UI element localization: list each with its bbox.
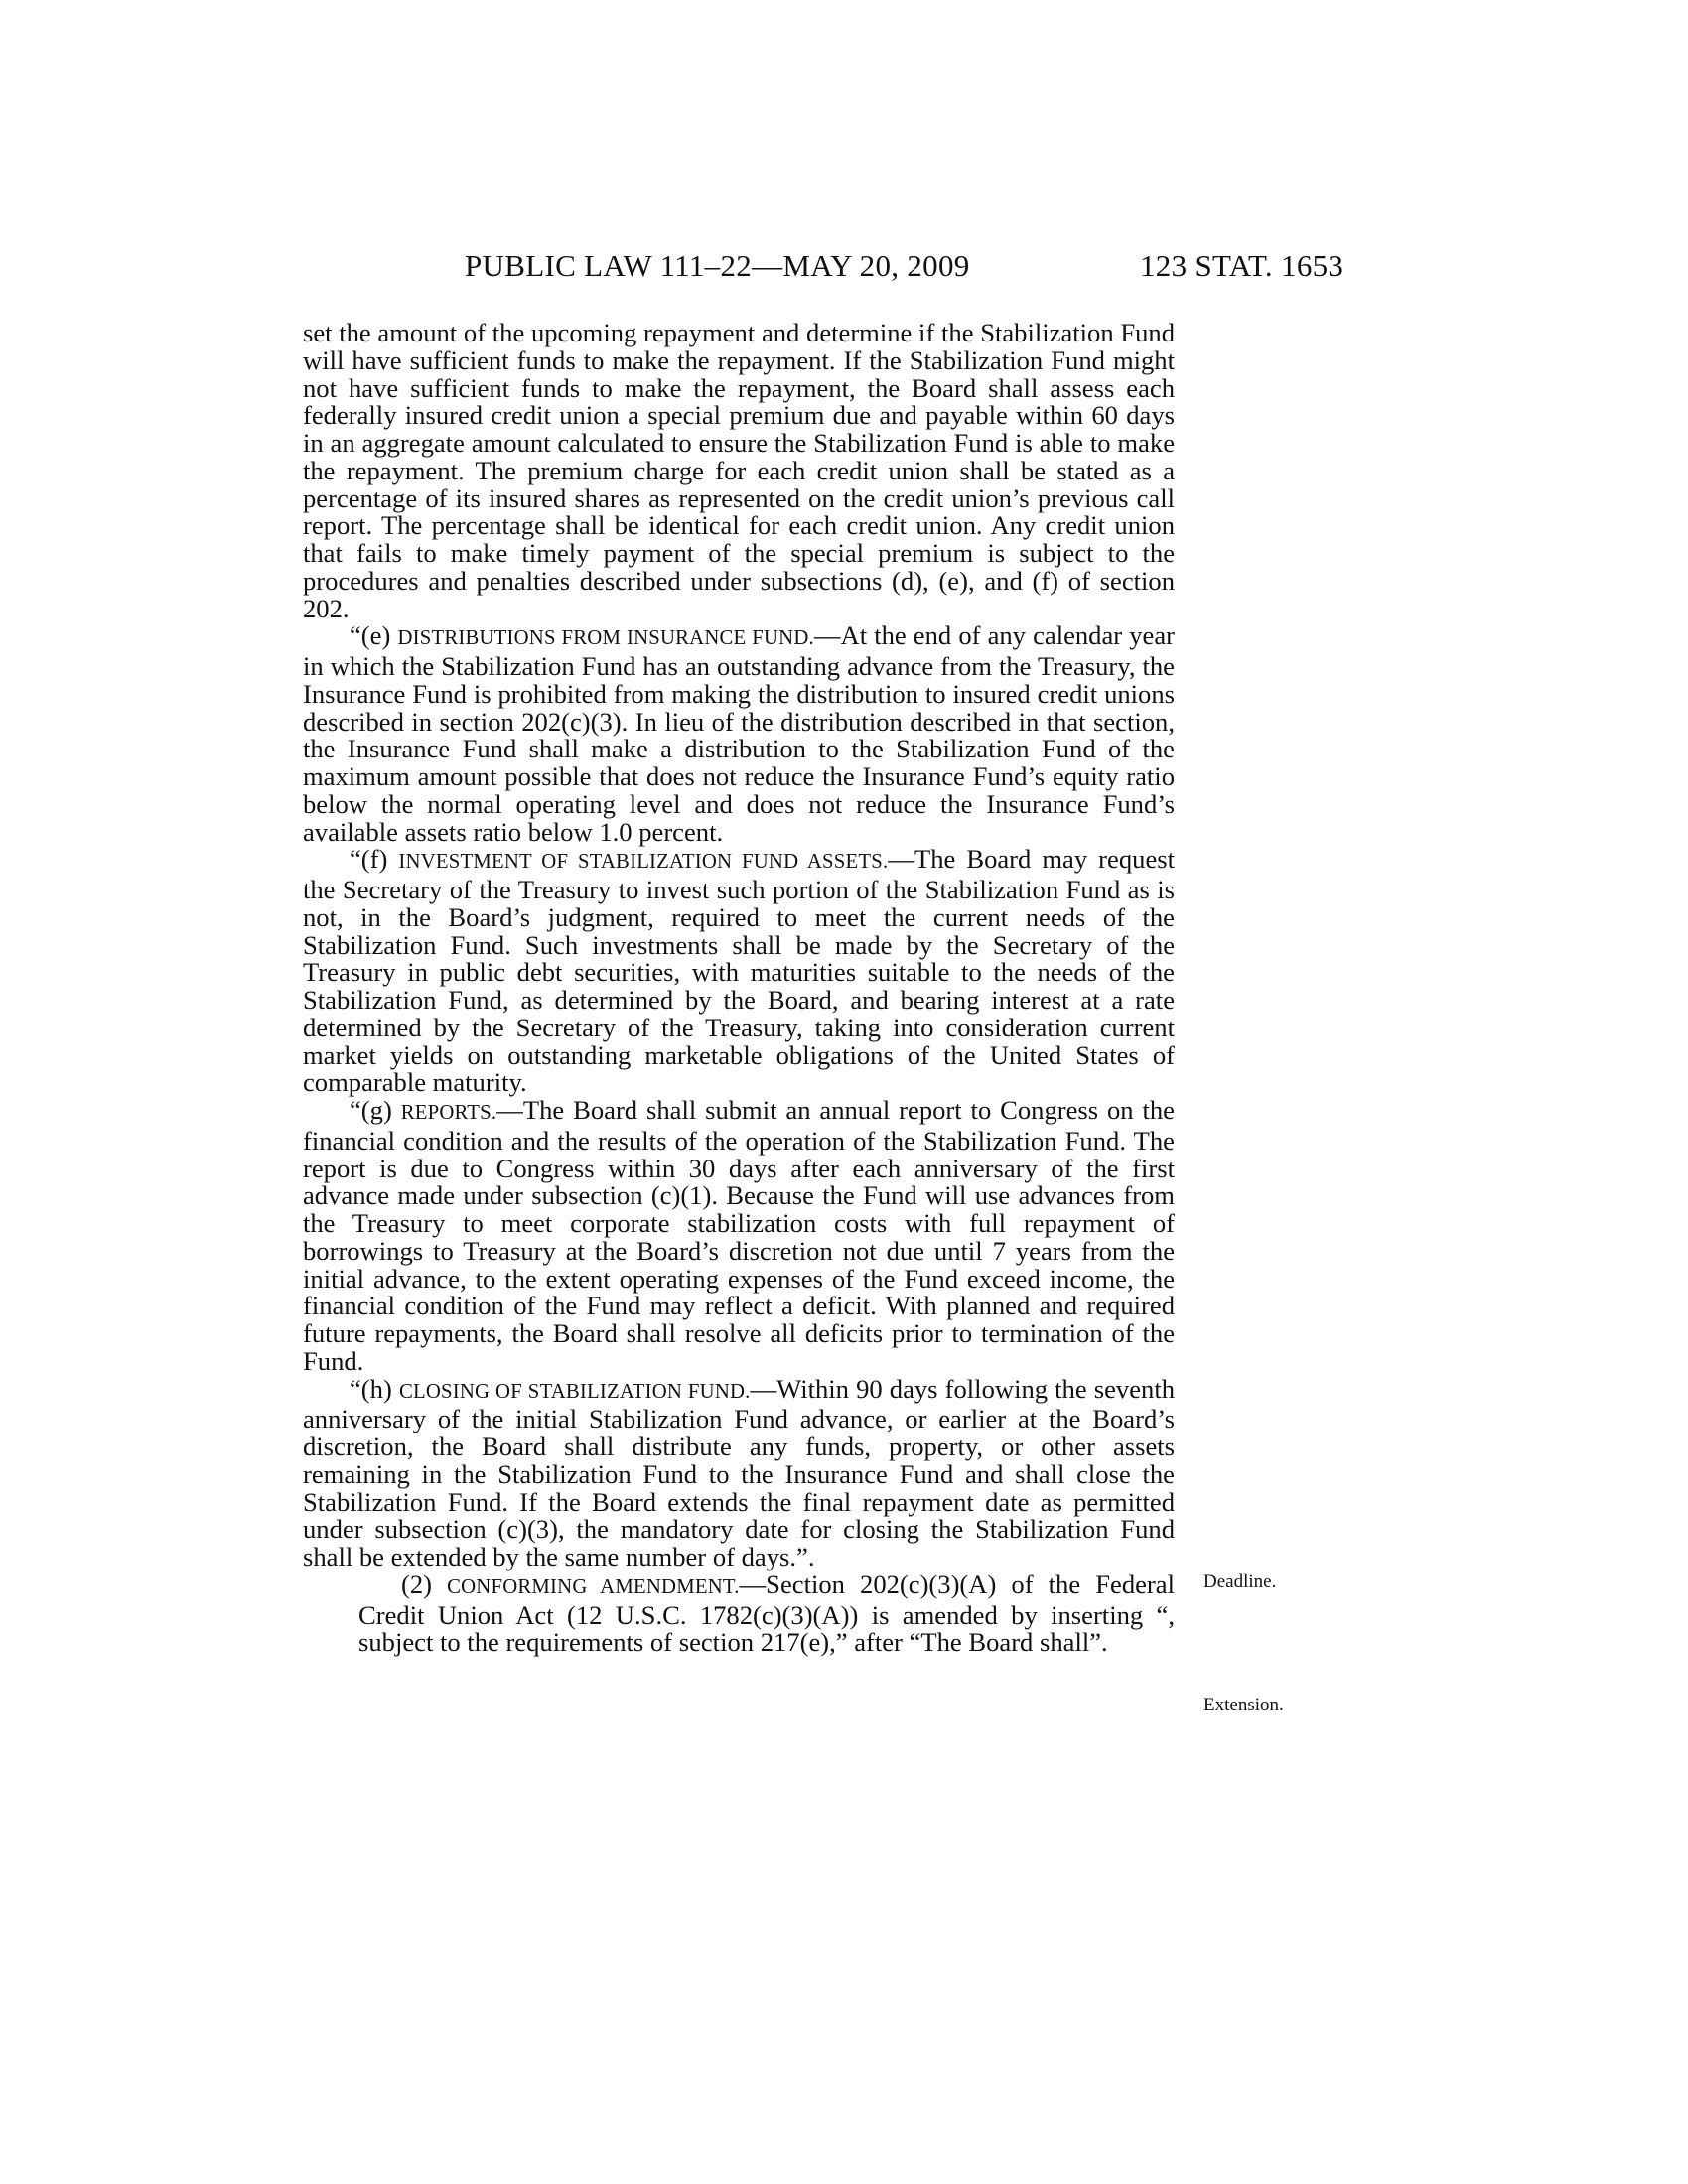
subsection-label: “(g)	[350, 1095, 401, 1125]
paragraph-subsection-e	[303, 622, 1175, 846]
subsection-label: “(f)	[350, 844, 399, 875]
margin-note-deadline: Deadline.	[1203, 1571, 1277, 1592]
paragraph-text: —Section 202(c)(3)(A) of the Federal Credit Union Act (12 U.S.C. 1782(c)(3)(A)) is amended by inserting “, subject to the requirements of section 217(e),” after “The Board shall”.	[358, 1569, 1175, 1658]
paragraph-heading: CONFORMING AMENDMENT.	[447, 1575, 740, 1598]
paragraph-conforming-amendment	[358, 1571, 1175, 1657]
paragraph-subsection-h	[303, 1373, 1175, 1571]
paragraph-subsection-g	[303, 1097, 1175, 1376]
paragraph-label: (2)	[401, 1569, 448, 1599]
paragraph-continuation	[303, 320, 1175, 622]
paragraph-text: —The Board shall submit an annual report to Congress on the financial condition and the results of the operation of the Stabilization Fund. The report is due to Congress within 30 days after each anniversary of the first advance made under subsection (c)(1). Because the Fund will use advances from the Treasury to meet corporate stabilization costs with full repayment of borrowings to Treasury at the Board’s discretion not due until 7 years from the initial advance, to the extent operating expenses of the Fund exceed income, the financial condition of the Fund may reflect a deficit. With planned and required future repayments, the Board shall resolve all deficits prior to termination of the Fund.	[303, 1095, 1175, 1376]
running-head-title: PUBLIC LAW 111–22—MAY 20, 2009	[465, 248, 970, 283]
body-text	[303, 320, 1175, 1657]
subsection-heading: REPORTS.	[400, 1102, 497, 1124]
statute-page-number: 123 STAT. 1653	[1140, 248, 1344, 283]
subsection-heading: DISTRIBUTIONS FROM INSURANCE FUND.	[397, 627, 814, 650]
subsection-label: “(e)	[350, 620, 398, 651]
paragraph-text: set the amount of the upcoming repayment and determine if the Stabilization Fund will have sufficient funds to make the repayment. If the Stabilization Fund might not have sufficient funds to make the repayment, the Board shall assess each federally insured credit union a special premium due and payable within 60 days in an aggregate amount calculated to ensure the Stabilization Fund is able to make the repayment. The premium charge for each credit union shall be stated as a percentage of its insured shares as represented on the credit union’s previous call report. The percentage shall be identical for each credit union. Any credit union that fails to make timely payment of the special premium is subject to the procedures and penalties described under subsections (d), (e), and (f) of section 202.	[303, 318, 1175, 623]
paragraph-text: —The Board may request the Secretary of the Treasury to invest such portion of the Stabilization Fund as is not, in the Board’s judgment, required to meet the current needs of the Stabilization Fund. Such investments shall be made by the Secretary of the Treasury in public debt securities, with maturities suitable to the needs of the Stabilization Fund, as determined by the Board, and bearing interest at a rate determined by the Secretary of the Treasury, taking into consideration current market yields on outstanding marketable obligations of the United States of comparable maturity.	[303, 844, 1175, 1098]
subsection-heading: INVESTMENT OF STABILIZATION FUND ASSETS.	[398, 851, 889, 874]
paragraph-text: —At the end of any calendar year in which the Stabilization Fund has an outstanding advance from the Treasury, the Insurance Fund is prohibited from making the distribution to insured credit unions described in section 202(c)(3). In lieu of the distribution described in that section, the Insurance Fund shall make a distribution to the Stabilization Fund of the maximum amount possible that does not reduce the Insurance Fund’s equity ratio below the normal operating level and does not reduce the Insurance Fund’s available assets ratio below 1.0 percent.	[303, 620, 1176, 847]
subsection-heading: CLOSING OF STABILIZATION FUND.	[398, 1380, 751, 1403]
paragraph-text: —Within 90 days following the seventh anniversary of the initial Stabilization Fund advance, or earlier at the Board’s discretion, the Board shall distribute any funds, property, or other assets remaining in the Stabilization Fund to the Insurance Fund and shall close the Stabilization Fund. If the Board extends the final repayment date as permitted under subsection (c)(3), the mandatory date for closing the Stabilization Fund shall be extended by the same number of days.”.	[303, 1373, 1175, 1571]
margin-note-extension: Extension.	[1203, 1695, 1284, 1715]
subsection-label: “(h)	[350, 1373, 399, 1404]
paragraph-subsection-f	[303, 846, 1175, 1097]
